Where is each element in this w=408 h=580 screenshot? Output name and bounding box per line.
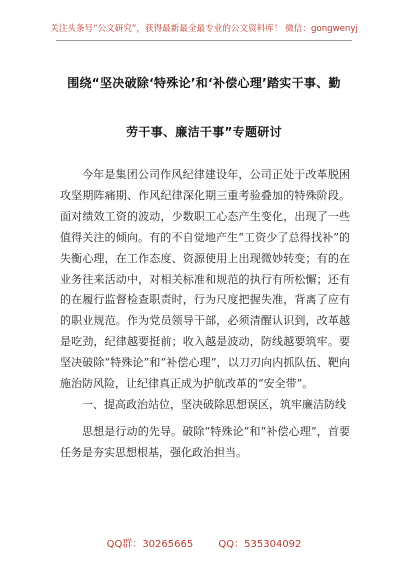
footer-contact bbox=[0, 535, 408, 550]
body-paragraph-2: 思想是行动的先导。破除“特殊论”和“补偿心理”，首要任务是夯实思想根基，强化政治担当。 bbox=[60, 424, 350, 459]
footer-qq-group: QQ群：30265665 bbox=[106, 539, 194, 550]
header-divider bbox=[56, 40, 352, 41]
document-body bbox=[60, 165, 350, 464]
document-title-line-1: 围绕“坚决破除‘特殊论’和‘补偿心理’踏实干事、勤 bbox=[67, 76, 341, 90]
section-heading-1: 一、提高政治站位，坚决破除思想误区，筑牢廉洁防线 bbox=[82, 397, 346, 411]
document-title-line-2: 劳干事、廉洁干事”专题研讨 bbox=[126, 125, 282, 139]
footer-qq: QQ：535304092 bbox=[218, 539, 302, 550]
body-paragraph-1: 今年是集团公司作风纪律建设年，公司正处于改革脱困攻坚期阵痛期、作风纪律深化期三重考验叠加的特殊阶段。面对绩效工资的波动，少数职工心态产生变化，出现了一些值得关注的倾向。有的不自觉地产生“工资少了总得找补”的失衡心理，在工作态度、资源使用上出现微妙转变；有的在业务往来活动中，对相关标准和规范的执行有所松懈；还有的在履行监督检查职责时，行为尺度把握失准，背离了应有的职业规范。作为党员领导干部，必须清醒认识到，改革越是吃劲，纪律越要挺前；收入越是波动，防线越要筑牢。要坚决破除“特殊论”和“补偿心理”，以刀刃向内抓队伍、靶向施治防风险，让纪律真正成为护航改革的“安全带”。 bbox=[60, 168, 350, 391]
header-note: 关注头条号“公文研究”，获得最新最全最专业的公文资料库！ 微信：gongwenyj bbox=[50, 24, 358, 34]
